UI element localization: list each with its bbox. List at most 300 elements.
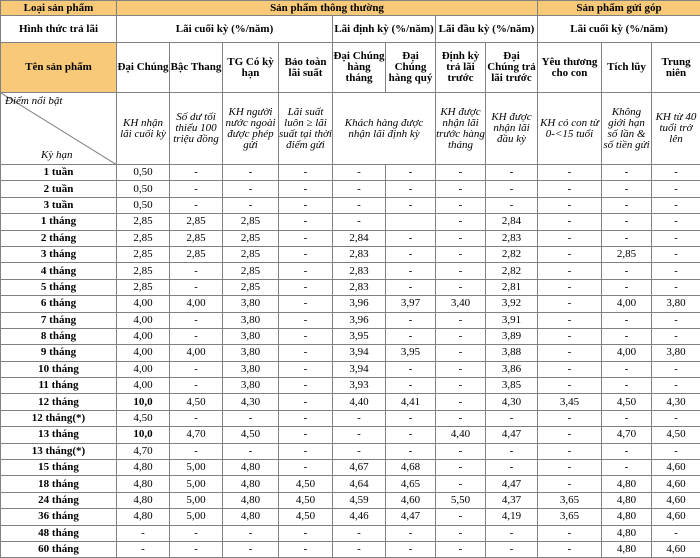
rate-cell: 4,37 bbox=[486, 492, 538, 508]
rate-cell: 2,81 bbox=[486, 279, 538, 295]
rate-cell: - bbox=[386, 181, 436, 197]
product-name: Đại Chúng trả lãi trước bbox=[486, 43, 538, 93]
rate-cell: - bbox=[223, 181, 279, 197]
table-row bbox=[1, 165, 700, 181]
rate-cell: 4,00 bbox=[117, 296, 170, 312]
rate-cell: 4,80 bbox=[223, 509, 279, 525]
rate-cell: - bbox=[436, 181, 486, 197]
upfront-header: Lãi đầu kỳ (%/năm) bbox=[436, 16, 538, 43]
periodic-header: Lãi định kỳ (%/năm) bbox=[333, 16, 436, 43]
rate-cell: - bbox=[538, 165, 602, 181]
rate-cell: - bbox=[652, 230, 700, 246]
feature-note: KH từ 40 tuổi trở lên bbox=[652, 93, 700, 165]
term-cell: 3 tuần bbox=[1, 197, 117, 213]
rate-cell: 4,19 bbox=[486, 509, 538, 525]
rate-cell: - bbox=[170, 328, 223, 344]
rate-cell: 2,85 bbox=[117, 246, 170, 262]
rate-cell: 4,00 bbox=[170, 345, 223, 361]
rate-cell: - bbox=[386, 328, 436, 344]
term-cell: 8 tháng bbox=[1, 328, 117, 344]
rate-cell: 4,40 bbox=[333, 394, 386, 410]
rate-cell: - bbox=[170, 525, 223, 541]
rate-cell: - bbox=[386, 279, 436, 295]
table-row bbox=[1, 361, 700, 377]
rate-cell: - bbox=[223, 541, 279, 557]
rate-cell: - bbox=[538, 328, 602, 344]
table-row bbox=[1, 279, 700, 295]
rate-rows bbox=[1, 165, 700, 558]
rate-cell: 3,86 bbox=[486, 361, 538, 377]
feature-note: KH được nhận lãi đầu kỳ bbox=[486, 93, 538, 165]
product-name: Đại Chúng hàng tháng bbox=[333, 43, 386, 93]
table-row bbox=[1, 410, 700, 426]
rate-cell: 4,59 bbox=[333, 492, 386, 508]
rate-cell: - bbox=[386, 443, 436, 459]
rate-cell: - bbox=[386, 378, 436, 394]
rate-cell: - bbox=[436, 476, 486, 492]
table-row bbox=[1, 394, 700, 410]
rate-cell: 4,80 bbox=[602, 525, 652, 541]
rate-cell: 4,80 bbox=[223, 460, 279, 476]
rate-cell: - bbox=[538, 263, 602, 279]
rate-cell: 4,50 bbox=[602, 394, 652, 410]
rate-cell: 2,85 bbox=[223, 214, 279, 230]
rate-cell: - bbox=[436, 246, 486, 262]
rate-cell: 3,88 bbox=[486, 345, 538, 361]
rate-cell: - bbox=[279, 460, 333, 476]
rate-cell: 2,83 bbox=[333, 263, 386, 279]
rate-cell: - bbox=[279, 197, 333, 213]
rate-cell: - bbox=[386, 197, 436, 213]
rate-cell: - bbox=[538, 476, 602, 492]
rate-cell: 4,60 bbox=[652, 492, 700, 508]
rate-cell: - bbox=[652, 165, 700, 181]
rate-cell: - bbox=[538, 541, 602, 557]
rate-cell: 4,70 bbox=[602, 427, 652, 443]
rate-cell: 4,50 bbox=[170, 394, 223, 410]
term-cell: 1 tuần bbox=[1, 165, 117, 181]
rate-cell: 2,85 bbox=[170, 230, 223, 246]
rate-cell: 4,50 bbox=[117, 410, 170, 426]
feature-note: Số dư tối thiểu 100 triệu đồng bbox=[170, 93, 223, 165]
rate-cell: - bbox=[170, 443, 223, 459]
rate-cell: 3,85 bbox=[486, 378, 538, 394]
term-cell: 1 tháng bbox=[1, 214, 117, 230]
rate-cell: - bbox=[333, 427, 386, 443]
rate-cell: 4,64 bbox=[333, 476, 386, 492]
rate-cell: - bbox=[279, 427, 333, 443]
rate-cell: - bbox=[333, 165, 386, 181]
rate-cell: 4,80 bbox=[223, 476, 279, 492]
rate-cell: - bbox=[436, 460, 486, 476]
rate-cell: - bbox=[436, 541, 486, 557]
rate-cell: 4,00 bbox=[602, 296, 652, 312]
table-row bbox=[1, 296, 700, 312]
feature-note: KH người nước ngoài được phép gửi bbox=[223, 93, 279, 165]
rate-cell: - bbox=[170, 312, 223, 328]
rate-cell: - bbox=[602, 378, 652, 394]
rate-cell: - bbox=[279, 165, 333, 181]
rate-cell: 0,50 bbox=[117, 165, 170, 181]
rate-cell: 2,84 bbox=[333, 230, 386, 246]
rate-cell: - bbox=[333, 541, 386, 557]
rate-cell: - bbox=[170, 361, 223, 377]
table-row bbox=[1, 328, 700, 344]
rate-cell: - bbox=[486, 165, 538, 181]
rate-cell: 4,50 bbox=[279, 492, 333, 508]
rate-cell: - bbox=[538, 361, 602, 377]
rate-cell: - bbox=[652, 410, 700, 426]
rate-cell: 3,94 bbox=[333, 345, 386, 361]
term-cell: 36 tháng bbox=[1, 509, 117, 525]
term-cell: 15 tháng bbox=[1, 460, 117, 476]
rate-cell: - bbox=[538, 181, 602, 197]
rate-cell: - bbox=[279, 394, 333, 410]
rate-cell: - bbox=[602, 361, 652, 377]
rate-cell: - bbox=[279, 214, 333, 230]
rate-cell: - bbox=[538, 443, 602, 459]
rate-cell: - bbox=[652, 525, 700, 541]
rate-cell: 4,40 bbox=[436, 427, 486, 443]
rate-cell: - bbox=[652, 263, 700, 279]
table-row bbox=[1, 345, 700, 361]
rate-cell: - bbox=[436, 361, 486, 377]
rate-cell: - bbox=[538, 230, 602, 246]
table-row bbox=[1, 492, 700, 508]
rate-cell: - bbox=[538, 427, 602, 443]
rate-cell: 2,85 bbox=[117, 230, 170, 246]
rate-cell: 4,50 bbox=[652, 427, 700, 443]
rate-cell: 3,97 bbox=[386, 296, 436, 312]
feature-note: KH được nhận lãi trước hàng tháng bbox=[436, 93, 486, 165]
rate-cell: 4,00 bbox=[117, 345, 170, 361]
rate-cell: 10,0 bbox=[117, 427, 170, 443]
rate-cell: - bbox=[436, 197, 486, 213]
diagonal-header-cell bbox=[1, 93, 117, 165]
rate-cell: - bbox=[602, 410, 652, 426]
rate-cell: - bbox=[486, 460, 538, 476]
interest-form-header: Hình thức trả lãi bbox=[1, 16, 117, 43]
rate-cell: 3,93 bbox=[333, 378, 386, 394]
term-cell: 10 tháng bbox=[1, 361, 117, 377]
term-cell: 2 tuần bbox=[1, 181, 117, 197]
rate-cell: - bbox=[170, 197, 223, 213]
rate-cell: - bbox=[652, 214, 700, 230]
rate-cell: 3,80 bbox=[652, 296, 700, 312]
product-name: Bậc Thang bbox=[170, 43, 223, 93]
table-row bbox=[1, 378, 700, 394]
rate-cell: - bbox=[538, 345, 602, 361]
rate-cell: - bbox=[386, 312, 436, 328]
rate-cell: 4,47 bbox=[486, 476, 538, 492]
rate-cell: - bbox=[486, 410, 538, 426]
rate-cell: 4,80 bbox=[117, 509, 170, 525]
rate-cell: - bbox=[279, 378, 333, 394]
rate-cell: - bbox=[538, 525, 602, 541]
rate-cell: 4,50 bbox=[279, 476, 333, 492]
rate-cell: - bbox=[652, 312, 700, 328]
rate-cell: 5,00 bbox=[170, 460, 223, 476]
rate-cell: - bbox=[279, 296, 333, 312]
term-label: Kỳ hạn bbox=[41, 150, 72, 161]
rate-cell: - bbox=[279, 541, 333, 557]
rate-cell: - bbox=[333, 525, 386, 541]
term-cell: 11 tháng bbox=[1, 378, 117, 394]
rate-cell: 3,80 bbox=[223, 328, 279, 344]
rate-cell: - bbox=[333, 197, 386, 213]
product-name: Trung niên bbox=[652, 43, 700, 93]
rate-cell: - bbox=[223, 443, 279, 459]
rate-cell: - bbox=[386, 541, 436, 557]
rate-cell: 5,50 bbox=[436, 492, 486, 508]
rate-cell: 4,50 bbox=[279, 509, 333, 525]
rate-cell: 0,50 bbox=[117, 181, 170, 197]
rate-cell: - bbox=[436, 345, 486, 361]
rate-cell: 4,41 bbox=[386, 394, 436, 410]
rate-cell: - bbox=[386, 263, 436, 279]
rate-cell: - bbox=[436, 525, 486, 541]
rate-cell: - bbox=[602, 460, 652, 476]
rate-cell: - bbox=[486, 197, 538, 213]
rate-cell: 4,30 bbox=[486, 394, 538, 410]
table-row bbox=[1, 509, 700, 525]
rate-cell: - bbox=[652, 378, 700, 394]
rate-cell: - bbox=[223, 410, 279, 426]
term-cell: 9 tháng bbox=[1, 345, 117, 361]
rate-cell: 4,65 bbox=[386, 476, 436, 492]
rate-cell: - bbox=[279, 246, 333, 262]
product-name: Đại Chúng hàng quý bbox=[386, 43, 436, 93]
rate-cell: - bbox=[652, 181, 700, 197]
table-row bbox=[1, 230, 700, 246]
feature-note: Lãi suất luôn ≥ lãi suất tại thời điểm gửi bbox=[279, 93, 333, 165]
rate-cell: 3,80 bbox=[223, 312, 279, 328]
rate-cell: 4,80 bbox=[223, 492, 279, 508]
rate-cell: 2,83 bbox=[486, 230, 538, 246]
rate-cell: 0,50 bbox=[117, 197, 170, 213]
rate-cell: 4,47 bbox=[386, 509, 436, 525]
rate-cell: - bbox=[279, 328, 333, 344]
rate-cell: 3,96 bbox=[333, 312, 386, 328]
rate-cell: 2,85 bbox=[223, 263, 279, 279]
rate-cell: - bbox=[333, 410, 386, 426]
rate-cell: - bbox=[436, 279, 486, 295]
rate-cell: - bbox=[279, 345, 333, 361]
rate-cell: 4,30 bbox=[652, 394, 700, 410]
rate-cell: 5,00 bbox=[170, 492, 223, 508]
table-row bbox=[1, 312, 700, 328]
rate-cell: 4,00 bbox=[170, 296, 223, 312]
rate-cell: 4,68 bbox=[386, 460, 436, 476]
rate-cell: 2,82 bbox=[486, 263, 538, 279]
feature-note: KH nhận lãi cuối kỳ bbox=[117, 93, 170, 165]
rate-cell: - bbox=[386, 230, 436, 246]
rate-cell: - bbox=[279, 279, 333, 295]
rate-cell: - bbox=[652, 197, 700, 213]
rate-cell: - bbox=[602, 279, 652, 295]
table-row bbox=[1, 246, 700, 262]
rate-cell: - bbox=[279, 410, 333, 426]
rate-cell: 4,00 bbox=[602, 345, 652, 361]
highlight-label: Điểm nổi bật bbox=[5, 96, 62, 107]
rate-cell: 3,80 bbox=[223, 296, 279, 312]
rate-cell: 4,80 bbox=[602, 476, 652, 492]
rate-cell: 4,80 bbox=[117, 492, 170, 508]
rate-cell: - bbox=[436, 214, 486, 230]
rate-cell: - bbox=[170, 279, 223, 295]
rate-cell: - bbox=[602, 443, 652, 459]
feature-note: Không giới hạn số lần & số tiền gửi bbox=[602, 93, 652, 165]
rate-cell: 3,94 bbox=[333, 361, 386, 377]
savings-products-header: Sản phẩm gửi góp bbox=[538, 1, 700, 16]
rate-cell: 3,80 bbox=[223, 378, 279, 394]
rate-cell: 3,80 bbox=[223, 345, 279, 361]
rate-cell: 3,91 bbox=[486, 312, 538, 328]
rate-cell: 4,80 bbox=[117, 460, 170, 476]
rate-cell: 3,89 bbox=[486, 328, 538, 344]
rate-cell: - bbox=[279, 361, 333, 377]
rate-cell: - bbox=[602, 197, 652, 213]
rate-cell: 2,84 bbox=[486, 214, 538, 230]
rate-cell: 3,45 bbox=[538, 394, 602, 410]
rate-cell: - bbox=[486, 541, 538, 557]
rate-cell: 5,00 bbox=[170, 476, 223, 492]
rate-cell: 3,80 bbox=[223, 361, 279, 377]
rate-cell: - bbox=[486, 181, 538, 197]
rate-cell: - bbox=[486, 443, 538, 459]
rate-cell: - bbox=[279, 181, 333, 197]
rate-cell: 2,85 bbox=[170, 246, 223, 262]
rate-cell: 4,00 bbox=[117, 361, 170, 377]
rate-cell: 4,00 bbox=[117, 378, 170, 394]
rate-cell: 3,95 bbox=[333, 328, 386, 344]
rate-cell: - bbox=[602, 328, 652, 344]
rate-cell: - bbox=[652, 443, 700, 459]
product-name: Tích lũy bbox=[602, 43, 652, 93]
rate-cell: 2,83 bbox=[333, 246, 386, 262]
rate-cell: 4,30 bbox=[223, 394, 279, 410]
rate-cell: - bbox=[436, 328, 486, 344]
rate-cell: - bbox=[170, 378, 223, 394]
rate-cell: - bbox=[386, 165, 436, 181]
rate-cell: 3,95 bbox=[386, 345, 436, 361]
rate-cell: - bbox=[223, 197, 279, 213]
rate-cell: 4,60 bbox=[652, 509, 700, 525]
rate-cell: 4,00 bbox=[117, 312, 170, 328]
table-row bbox=[1, 460, 700, 476]
rate-cell: 5,00 bbox=[170, 509, 223, 525]
table-row bbox=[1, 197, 700, 213]
rate-cell: - bbox=[333, 181, 386, 197]
rate-cell: - bbox=[279, 230, 333, 246]
rate-cell: - bbox=[223, 525, 279, 541]
rate-cell: - bbox=[279, 263, 333, 279]
rate-cell: - bbox=[538, 410, 602, 426]
rate-cell: 2,85 bbox=[117, 214, 170, 230]
rate-cell: - bbox=[538, 214, 602, 230]
rate-cell: 4,80 bbox=[602, 541, 652, 557]
table-row bbox=[1, 476, 700, 492]
rate-cell: - bbox=[538, 378, 602, 394]
rate-cell: 4,60 bbox=[652, 476, 700, 492]
feature-note: Khách hàng được nhận lãi định kỳ bbox=[333, 93, 436, 165]
product-name: Đại Chúng bbox=[117, 43, 170, 93]
rate-cell: 3,96 bbox=[333, 296, 386, 312]
rate-cell: - bbox=[652, 361, 700, 377]
term-cell: 12 tháng bbox=[1, 394, 117, 410]
rate-cell: 4,60 bbox=[652, 541, 700, 557]
rate-cell: 4,80 bbox=[602, 509, 652, 525]
term-cell: 4 tháng bbox=[1, 263, 117, 279]
product-name: Yêu thương cho con bbox=[538, 43, 602, 93]
rate-cell: - bbox=[386, 427, 436, 443]
rate-cell: - bbox=[652, 279, 700, 295]
rate-cell: - bbox=[386, 525, 436, 541]
table-row bbox=[1, 443, 700, 459]
rate-cell: - bbox=[170, 541, 223, 557]
rate-cell: - bbox=[652, 328, 700, 344]
rate-cell: 3,80 bbox=[652, 345, 700, 361]
term-cell: 48 tháng bbox=[1, 525, 117, 541]
rate-cell: 2,85 bbox=[117, 263, 170, 279]
term-cell: 3 tháng bbox=[1, 246, 117, 262]
rate-cell: 4,60 bbox=[652, 460, 700, 476]
rate-cell: 2,85 bbox=[170, 214, 223, 230]
table-row bbox=[1, 525, 700, 541]
rate-cell: - bbox=[436, 394, 486, 410]
rate-cell: - bbox=[652, 246, 700, 262]
rate-cell: 2,85 bbox=[117, 279, 170, 295]
rate-cell: - bbox=[117, 541, 170, 557]
rate-cell: 4,80 bbox=[117, 476, 170, 492]
term-cell: 13 tháng bbox=[1, 427, 117, 443]
rate-cell: - bbox=[333, 443, 386, 459]
rate-cell: 2,85 bbox=[602, 246, 652, 262]
rate-cell: 3,65 bbox=[538, 509, 602, 525]
table-row bbox=[1, 427, 700, 443]
rate-cell: - bbox=[386, 410, 436, 426]
rate-cell: - bbox=[436, 165, 486, 181]
rate-cell: 4,47 bbox=[486, 427, 538, 443]
end-of-term-savings-header: Lãi cuối kỳ (%/năm) bbox=[538, 16, 700, 43]
term-cell: 6 tháng bbox=[1, 296, 117, 312]
term-cell: 24 tháng bbox=[1, 492, 117, 508]
rate-cell: - bbox=[436, 312, 486, 328]
rate-cell: 4,67 bbox=[333, 460, 386, 476]
rate-cell: 3,65 bbox=[538, 492, 602, 508]
term-cell: 13 tháng(*) bbox=[1, 443, 117, 459]
rate-cell: - bbox=[538, 312, 602, 328]
rate-cell: 3,92 bbox=[486, 296, 538, 312]
rate-cell: - bbox=[386, 246, 436, 262]
rate-cell: 4,50 bbox=[223, 427, 279, 443]
rate-cell: - bbox=[223, 165, 279, 181]
rate-cell: 3,40 bbox=[436, 296, 486, 312]
rate-cell: - bbox=[436, 410, 486, 426]
rate-cell: - bbox=[386, 361, 436, 377]
term-cell: 5 tháng bbox=[1, 279, 117, 295]
rate-cell: - bbox=[170, 263, 223, 279]
rate-cell: 2,83 bbox=[333, 279, 386, 295]
rate-cell: - bbox=[602, 214, 652, 230]
rate-cell: - bbox=[538, 197, 602, 213]
product-name-header: Tên sản phẩm bbox=[1, 43, 117, 93]
end-of-term-header: Lãi cuối kỳ (%/năm) bbox=[117, 16, 333, 43]
rate-cell: 10,0 bbox=[117, 394, 170, 410]
rate-cell: 4,00 bbox=[117, 328, 170, 344]
rate-cell: - bbox=[436, 263, 486, 279]
rate-cell: 4,80 bbox=[602, 492, 652, 508]
